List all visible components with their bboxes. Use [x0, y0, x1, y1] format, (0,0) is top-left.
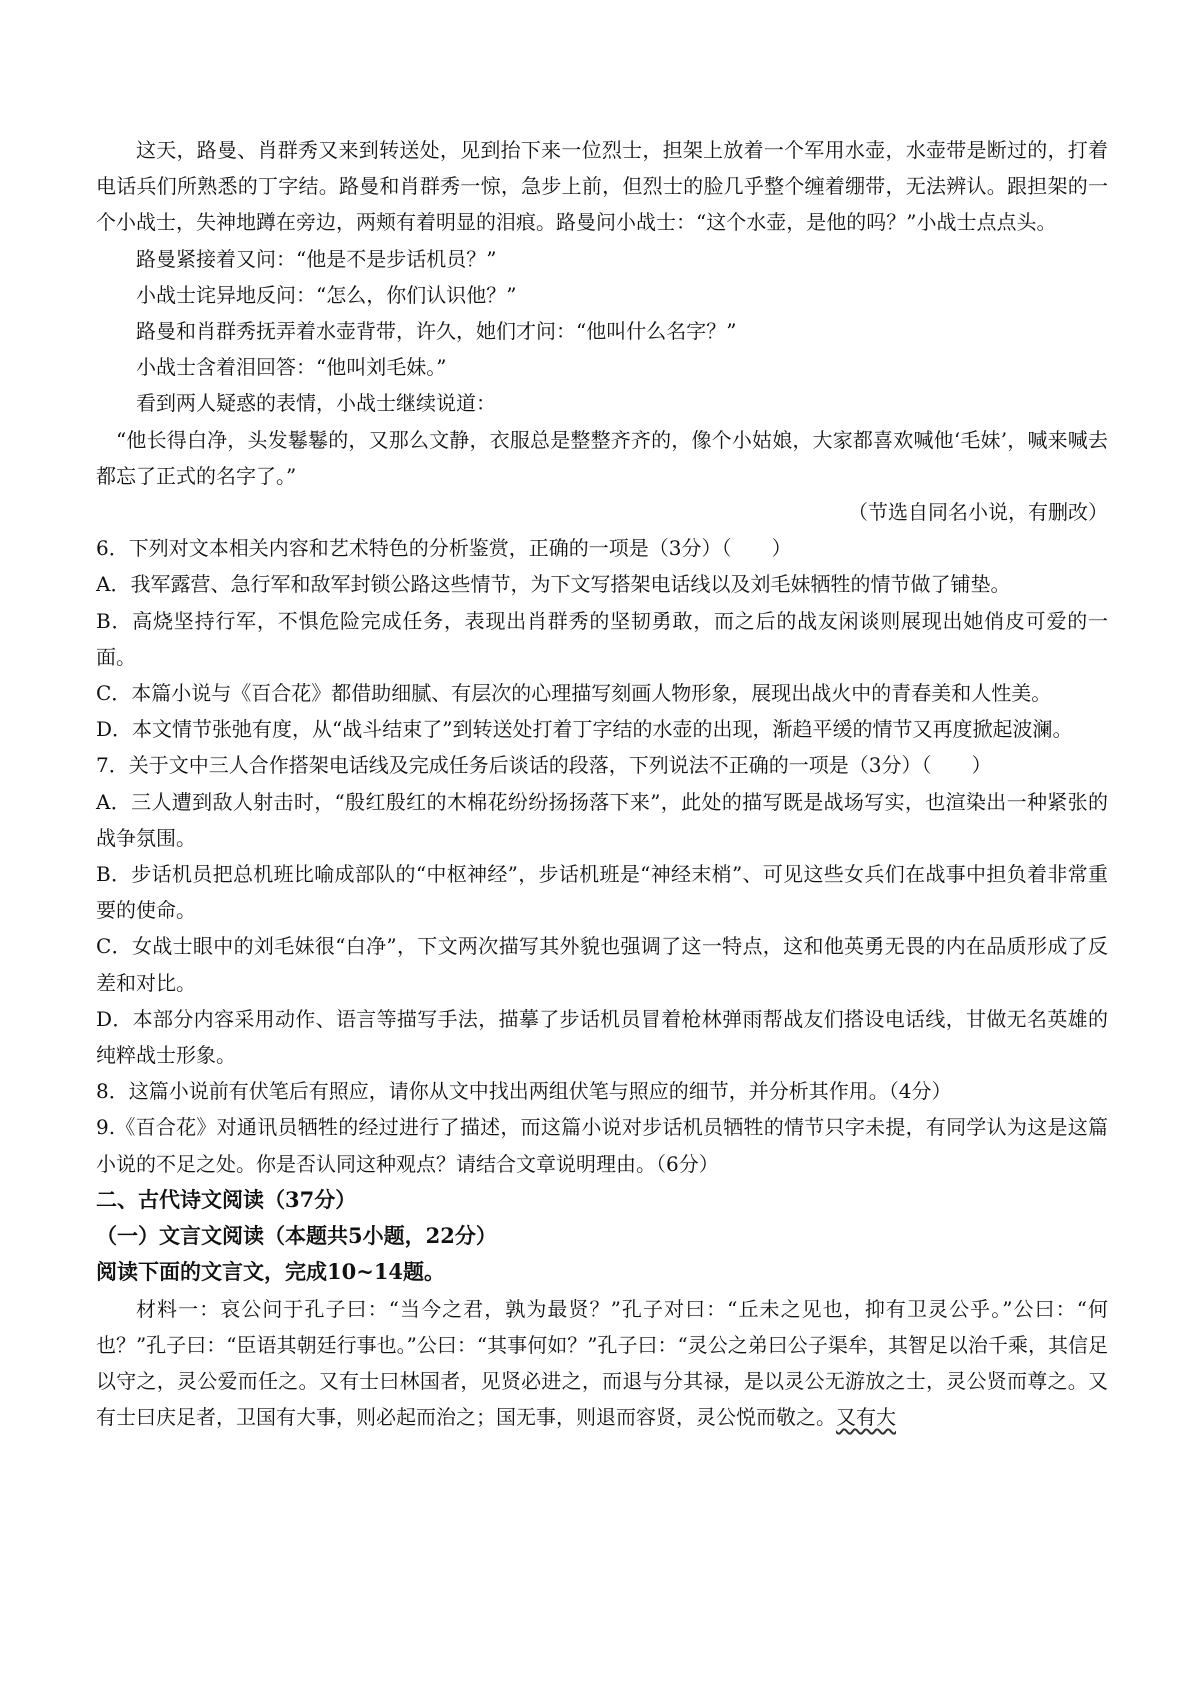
question-7-option-a: A．三人遭到敌人射击时，“殷红殷红的木棉花纷纷扬扬落下来”，此处的描写既是战场写实，也渲染出一种紧张的战争氛围。	[96, 789, 1108, 850]
question-7-option-c: C．女战士眼中的刘毛妹很“白净”，下文两次描写其外貌也强调了这一特点，这和他英勇无畏的内在品质形成了反差和对比。	[96, 934, 1108, 995]
story-paragraph-2: 路曼紧接着又问：“他是不是步话机员？”	[136, 246, 497, 271]
page-content	[96, 132, 1108, 1435]
section-2-instruction: 阅读下面的文言文，完成10~14题。	[96, 1259, 446, 1285]
question-9: 9.《百合花》对通讯员牺牲的经过进行了描述，而这篇小说对步话机员牺牲的情节只字未提，有同学认为这是这篇小说的不足之处。你是否认同这种观点？请结合文章说明理由。（6分）	[96, 1115, 1108, 1176]
question-6-option-d: D．本文情节张弛有度，从“战斗结束了”到转送处打着丁字结的水壶的出现，渐趋平缓的情节又再度掀起波澜。	[96, 717, 1073, 742]
story-paragraph-1: 这天，路曼、肖群秀又来到转送处，见到抬下来一位烈士，担架上放着一个军用水壶，水壶带是断过的，打着电话兵们所熟悉的丁字结。路曼和肖群秀一惊，急步上前，但烈士的脸几乎整个缠着绷带，无法辨认。跟担架的一个小战士，失神地蹲在旁边，两颊有着明显的泪痕。路曼问小战士：“这个水壶，是他的吗？”小战士点点头。	[96, 138, 1108, 235]
story-paragraph-6: 看到两人疑惑的表情，小战士继续说道：	[136, 391, 496, 416]
story-paragraph-5: 小战士含着泪回答：“他叫刘毛妹。”	[136, 355, 447, 380]
story-paragraph-7: “他长得白净，头发鬈鬈的，又那么文静，衣服总是整整齐齐的，像个小姑娘，大家都喜欢喊他‘毛妹’，喊来喊去都忘了正式的名字了。”	[96, 427, 1108, 488]
story-paragraph-4: 路曼和肖群秀抚弄着水壶背带，许久，她们才问：“他叫什么名字？”	[136, 319, 737, 344]
story-paragraph-3: 小战士诧异地反问：“怎么，你们认识他？”	[136, 282, 517, 307]
section-2-subheading: （一）文言文阅读（本题共5小题，22分）	[96, 1223, 497, 1249]
question-6-option-c: C．本篇小说与《百合花》都借助细腻、有层次的心理描写刻画人物形象，展现出战火中的青春美和人性美。	[96, 681, 1052, 706]
question-7-option-b: B．步话机员把总机班比喻成部队的“中枢神经”，步话机班是“神经末梢”、可见这些女兵们在战事中担负着非常重要的使命。	[96, 862, 1108, 923]
story-source: （节选自同名小说，有删改）	[848, 500, 1108, 525]
question-6-option-b: B．高烧坚持行军，不惧危险完成任务，表现出肖群秀的坚韧勇敢，而之后的战友闲谈则展现出她俏皮可爱的一面。	[96, 608, 1108, 669]
material-1-paragraph	[96, 1291, 1108, 1436]
material-1-text: 材料一：哀公问于孔子曰：“当今之君，孰为最贤？”孔子对曰：“丘未之见也，抑有卫灵公乎。”公曰：“何也？”孔子曰：“臣语其朝廷行事也。”公曰：“其事何如？”孔子曰：“灵公之弟曰公子渠牟，其智足以治千乘，其信足以守之，灵公爱而任之。又有士曰林国者，见贤必进之，而退与分其禄，是以灵公无游放之士，灵公贤而尊之。又有士曰庆足者，卫国有大事，则必起而治之；国无事，则退而容贤，灵公悦而敬之。	[96, 1296, 1108, 1430]
question-6-stem: 6．下列对文本相关内容和艺术特色的分析鉴赏，正确的一项是（3分）（ ）	[96, 536, 792, 561]
question-7-option-d: D．本部分内容采用动作、语言等描写手法，描摹了步话机员冒着枪林弹雨帮战友们搭设电话线，甘做无名英雄的纯粹战士形象。	[96, 1006, 1108, 1068]
question-6-option-a: A．我军露营、急行军和敌军封锁公路这些情节，为下文写搭架电话线以及刘毛妹牺牲的情节做了铺垫。	[96, 572, 1011, 597]
question-7-stem: 7．关于文中三人合作搭架电话线及完成任务后谈话的段落，下列说法不正确的一项是（3分）（ ）	[96, 753, 992, 778]
section-2-heading: 二、古代诗文阅读（37分）	[96, 1186, 357, 1212]
material-1-underlined-text: 又有大	[836, 1405, 896, 1430]
question-8: 8．这篇小说前有伏笔后有照应，请你从文中找出两组伏笔与照应的细节，并分析其作用。（4分）	[96, 1079, 952, 1104]
